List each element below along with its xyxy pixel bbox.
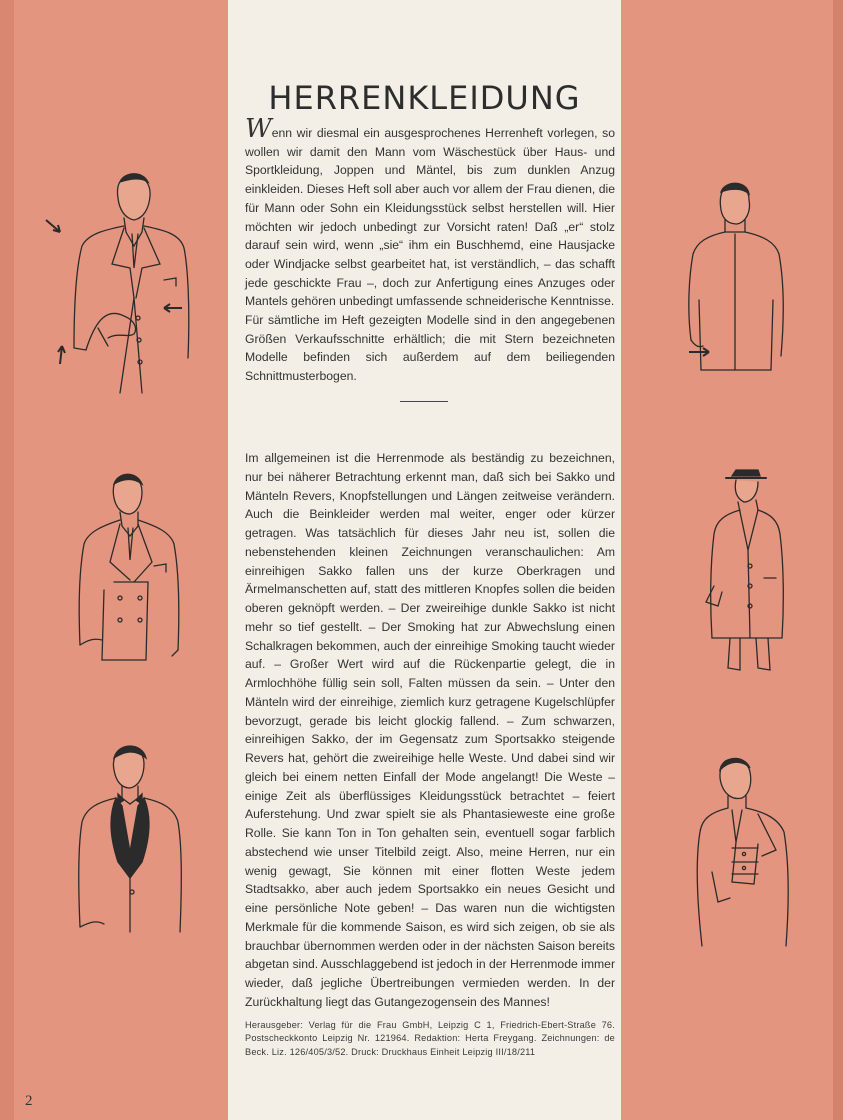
dropcap-letter: W xyxy=(245,114,272,144)
page-edge-right xyxy=(833,0,843,1120)
body-paragraph: Im allgemeinen ist die Herrenmode als beständig zu bezeichnen, nur bei näherer Betrachtung erkennt man, daß sich bei Sakko und Mänteln Revers, Knopfstellungen und Längen zeitweise verändern. Auch die Beinkleider werden mal weiter, enger oder kürzer getragen. Was tatsächlich für dieses Jahr neu ist, sollen die nebenstehenden kleinen Zeichnungen veranschaulichen: Am einreihigen Sakko fallen uns der kurze Oberkragen und Ärmelmanschetten auf, statt des mittleren Knopfes sollen die beiden oberen geknöpft werden. – Der zweireihige dunkle Sakko ist nicht mehr so tief gestellt. – Der Smoking hat zur Abwechslung einen Schalkragen bekommen, auch der einreihige Smoking taucht wieder auf. – Großer Wert wird auf die Rückenpartie gelegt, die in Armlochhöhe füllig sein soll, Falten müssen da sein. – Unter den Mänteln wird der einreihige, ziemlich kurz getragene Kugelschlüpfer bevorzugt, gerade bis leicht glockig fallend. – Zum schwarzen, einreihigen Sakko, der im Gegensatz zum Sportsakko steigende Revers hat, gehört die zweireihige helle Weste. Und dabei sind wir gleich bei einem netten Einfall der Mode angelangt! Die Weste – einige Zeit als überflüssiges Kleidungsstück betrachtet – feiert Auferstehung. Und zwar spielt sie als Phantasieweste eine große Rolle. Sie kann Ton in Ton gehalten sein, eventuell sogar farblich abstechend wie unser Titelbild zeigt. Also, meine Herren, nur ein wenig gewagt, Sie können mit einer flotten Weste jedem Stadtsakko, aber auch jedem Sportsakko ein neues Gesicht und eine persönliche Note geben! – Das waren nun die wichtigsten Merkmale für die kommende Saison, es wird sich zeigen, ob sie als brauchbar übernommen werden oder in der nächsten Saison bereits abgetan sind. Ausschlaggebend ist jedoch in der Herrenmode immer wieder, daß jegliche Übertreibungen vermieden werden. In der Zurückhaltung liegt das Gutangezogensein des Mannes! xyxy=(245,451,615,1009)
jacket-back-view-illustration xyxy=(685,180,795,400)
single-breasted-jacket-illustration xyxy=(68,168,198,398)
tuxedo-shawl-collar-illustration xyxy=(76,742,186,942)
page-number: 2 xyxy=(25,1093,33,1109)
center-text-column xyxy=(228,0,621,1120)
intro-text: enn wir diesmal ein ausgesprochenes Herrenheft vorlegen, so wollen wir damit den Mann vom Wäschestück über Haus- und Sportkleidung, Joppen und Mäntel, bis zum dunklen Anzug einkleiden. Dieses Heft soll aber auch vor allem der Frau dienen, die für Mann oder Sohn ein Kleidungsstück selbst herstellen will. Hier möchten wir jedoch unbedingt zur Vorsicht raten! Daß „er“ stolz darauf sein wird, wenn „sie“ ihm ein Buschhemd, eine Hausjacke oder Windjacke selbst gearbeitet hat, ist verständlich, – das schafft jede geschickte Frau –, doch zur Anfertigung eines Anzuges oder Mantels gehören unbedingt umfassende schneiderische Kenntnisse. xyxy=(245,126,615,309)
double-breasted-jacket-illustration xyxy=(74,470,184,670)
imprint-text: Herausgeber: Verlag für die Frau GmbH, Leipzig C 1, Friedrich-Ebert-Straße 76. Postscheckkonto Leipzig Nr. 121964. Redaktion: Herta Freygang. Zeichnungen: de Beck. Liz. 126/405/3/52. Druck: Druckhaus Einheit Leipzig III/18/211 xyxy=(245,1020,615,1057)
page-title: HERRENKLEIDUNG xyxy=(268,79,581,118)
intro-paragraph xyxy=(245,114,615,386)
overcoat-with-hat-illustration xyxy=(700,466,800,676)
section-divider xyxy=(400,401,448,402)
page-edge-left xyxy=(0,0,14,1120)
intro-text-pattern-note: Für sämtliche im Heft gezeigten Modelle sind in den angegebenen Größen Verkaufsschnitte erhältlich; die mit Stern bezeichneten Modelle befinden sich außerdem auf dem beiliegenden Schnittmusterbogen. xyxy=(245,313,615,384)
vest-suit-side-view-illustration xyxy=(692,752,802,952)
